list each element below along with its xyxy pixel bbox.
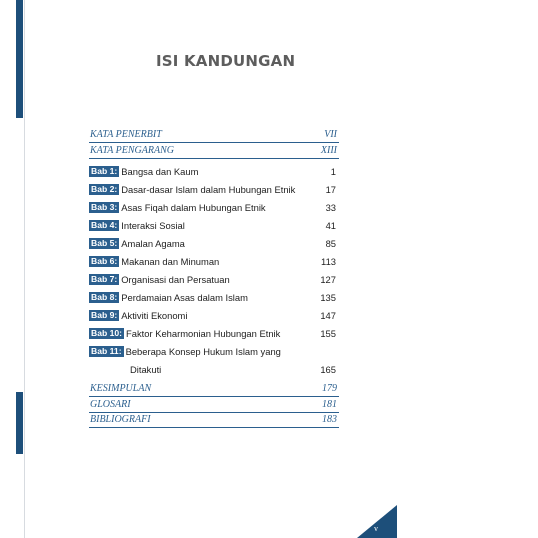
page-edge-line (24, 0, 25, 538)
toc-chapter (89, 290, 339, 306)
edge-bar-top (16, 0, 23, 118)
toc-entry-page: 181 (322, 399, 337, 410)
chapter-title: Perdamaian Asas dalam Islam (121, 292, 248, 303)
chapter-page: 1 (330, 166, 336, 177)
chapter-badge: Bab 7: (91, 274, 118, 284)
toc-chapter (89, 164, 339, 180)
chapter-page: 147 (320, 310, 336, 321)
toc-entry-back-matter (89, 413, 339, 428)
toc-entry-label: KATA PENERBIT (90, 129, 162, 140)
chapter-title: Bangsa dan Kaum (121, 166, 199, 177)
chapter-title: Asas Fiqah dalam Hubungan Etnik (121, 202, 266, 213)
page-title: ISI KANDUNGAN (156, 52, 296, 70)
chapter-badge: Bab 4: (91, 220, 118, 230)
chapter-title: Makanan dan Minuman (121, 256, 220, 267)
chapter-page: 165 (320, 364, 336, 375)
chapter-title: Faktor Keharmonian Hubungan Etnik (126, 328, 281, 339)
toc-chapter (89, 326, 339, 342)
toc-chapter (89, 182, 339, 198)
chapter-page: 155 (320, 328, 336, 339)
chapter-badge: Bab 3: (91, 202, 118, 212)
toc-entry-back-matter (89, 382, 339, 397)
chapter-title: Beberapa Konsep Hukum Islam yang (125, 346, 281, 357)
chapter-title: Interaksi Sosial (121, 220, 185, 231)
chapter-badge: Bab 5: (91, 238, 118, 248)
toc-chapter (89, 272, 339, 288)
chapter-title: Dasar-dasar Islam dalam Hubungan Etnik (121, 184, 296, 195)
chapter-title: Aktiviti Ekonomi (121, 310, 188, 321)
edge-bar-bottom (16, 392, 23, 454)
chapter-badge: Bab 6: (91, 256, 118, 266)
toc-entry-page: 179 (322, 383, 337, 394)
toc-entry-back-matter (89, 398, 339, 413)
chapter-title-continuation: Ditakuti (130, 364, 162, 375)
page-number: v (374, 524, 378, 533)
page-corner-tab (357, 505, 397, 538)
toc-entry-label: GLOSARI (90, 399, 131, 410)
toc-entry-page: 183 (322, 414, 337, 425)
chapter-page: 85 (325, 238, 336, 249)
chapter-badge: Bab 2: (91, 184, 118, 194)
chapter-badge: Bab 8: (91, 292, 118, 302)
toc-chapter (89, 218, 339, 234)
chapter-page: 135 (320, 292, 336, 303)
chapter-badge: Bab 11: (91, 346, 122, 356)
chapter-title: Amalan Agama (121, 238, 185, 249)
chapter-page: 113 (321, 256, 336, 267)
chapter-badge: Bab 1: (91, 166, 118, 176)
toc-entry-label: KATA PENGARANG (90, 145, 174, 156)
toc-entry-page: XIII (320, 145, 337, 156)
toc-entry-front-matter (89, 144, 339, 159)
toc-entry-front-matter (89, 128, 339, 143)
chapter-badge: Bab 9: (91, 310, 118, 320)
chapter-page: 41 (325, 220, 336, 231)
chapter-badge: Bab 10: (91, 328, 123, 338)
toc-chapter (89, 308, 339, 324)
chapter-title: Organisasi dan Persatuan (121, 274, 230, 285)
toc-chapter-continuation (130, 362, 339, 378)
toc-entry-label: KESIMPULAN (90, 383, 152, 394)
chapter-page: 17 (325, 184, 336, 195)
toc-chapter (89, 200, 339, 216)
toc-chapter (89, 236, 339, 252)
chapter-page: 127 (320, 274, 336, 285)
toc-chapter (89, 344, 339, 360)
chapter-page: 33 (325, 202, 336, 213)
toc-chapter (89, 254, 339, 270)
toc-entry-page: VII (324, 129, 337, 140)
toc-entry-label: BIBLIOGRAFI (90, 414, 151, 425)
